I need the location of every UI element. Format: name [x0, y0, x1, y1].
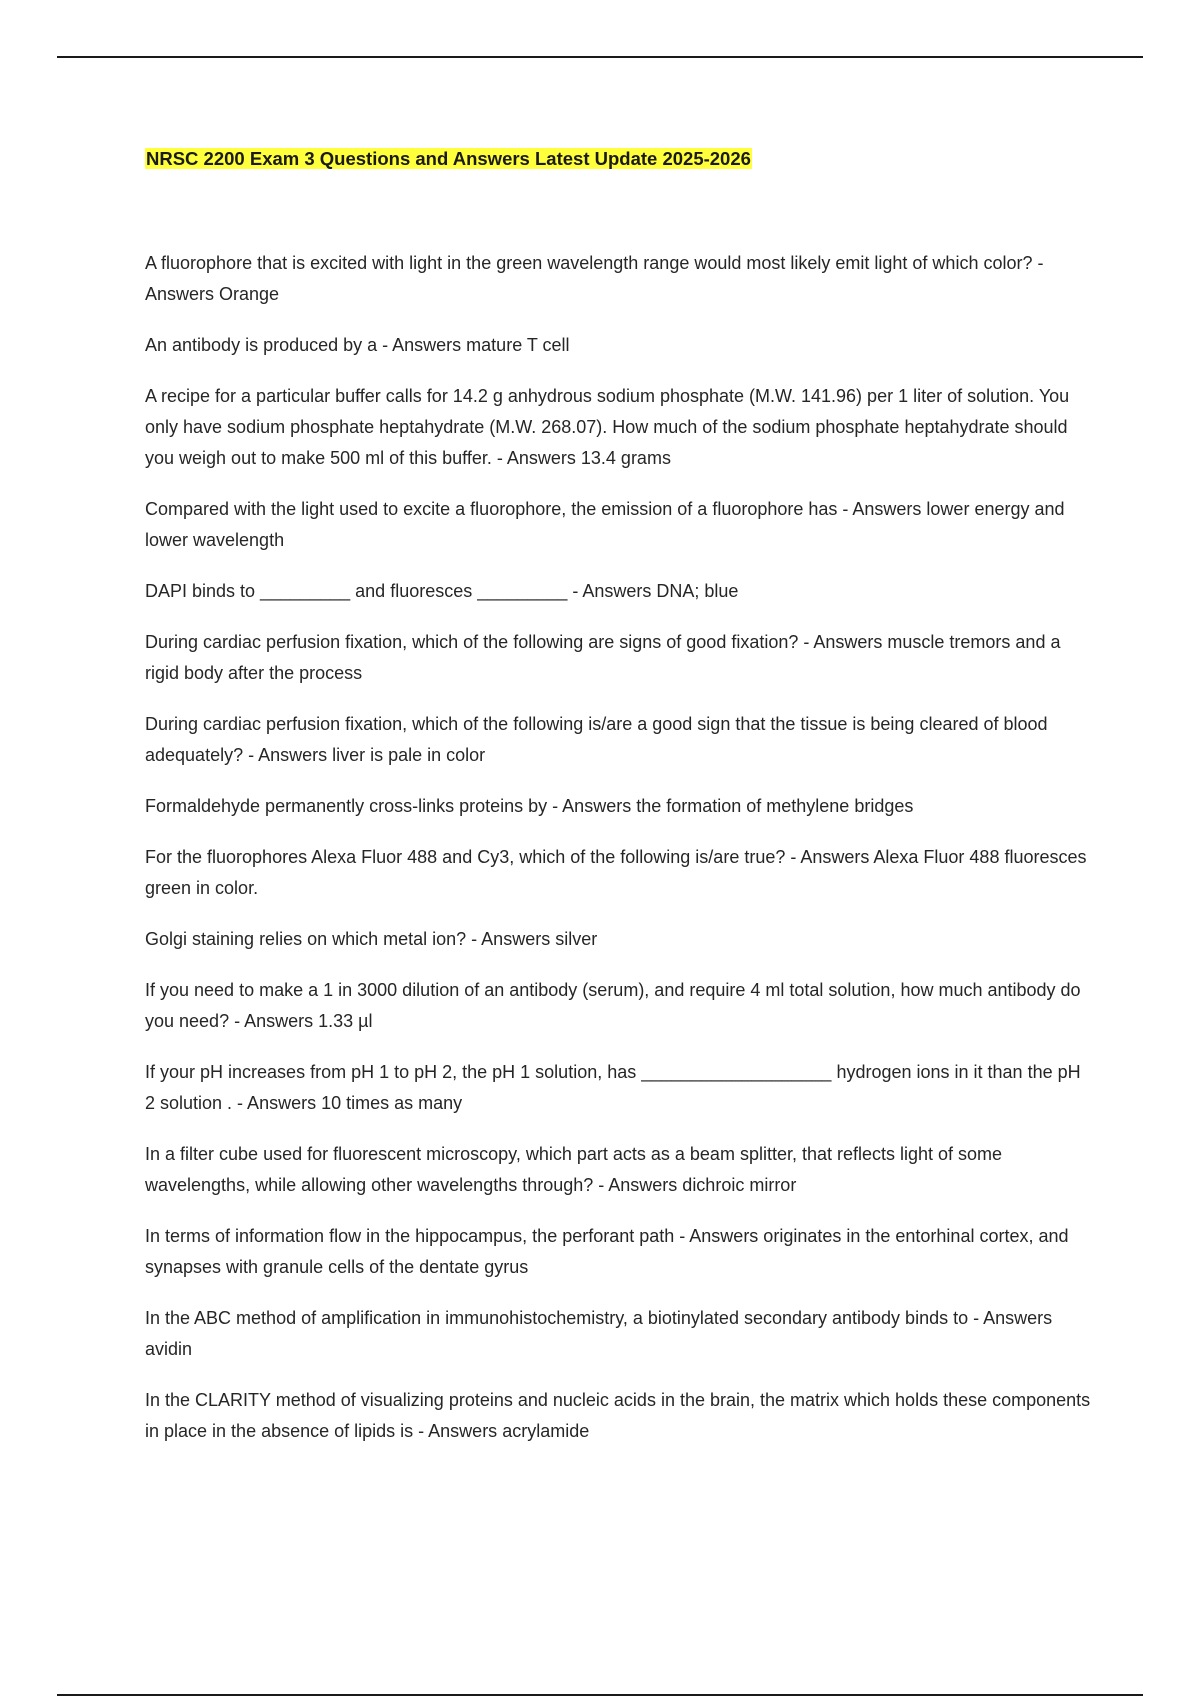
title-block	[145, 146, 752, 172]
qa-item: Golgi staining relies on which metal ion? - Answers silver	[145, 929, 598, 949]
qa-item: An antibody is produced by a - Answers mature T cell	[145, 335, 570, 355]
qa-item: In a filter cube used for fluorescent microscopy, which part acts as a beam splitter, that reflects light of some wavelengths, while allowing other wavelengths through? - Answers dichroic mirror	[145, 1144, 1003, 1195]
qa-item: Compared with the light used to excite a fluorophore, the emission of a fluorophore has - Answers lower energy and lower wavelength	[145, 499, 1065, 550]
qa-item: In the CLARITY method of visualizing proteins and nucleic acids in the brain, the matrix which holds these components in place in the absence of lipids is - Answers acrylamide	[145, 1390, 1091, 1441]
qa-item: During cardiac perfusion fixation, which of the following is/are a good sign that the tissue is being cleared of blood adequately? - Answers liver is pale in color	[145, 714, 1048, 765]
qa-item: If you need to make a 1 in 3000 dilution of an antibody (serum), and require 4 ml total solution, how much antibody do you need? - Answers 1.33 µl	[145, 980, 1081, 1031]
qa-item: A recipe for a particular buffer calls for 14.2 g anhydrous sodium phosphate (M.W. 141.96) per 1 liter of solution. You only have sodium phosphate heptahydrate (M.W. 268.07). How much of the sodium phosphate heptahydrate should you weigh out to make 500 ml of this buffer. - Answers 13.4 grams	[145, 386, 1070, 468]
document-title: NRSC 2200 Exam 3 Questions and Answers Latest Update 2025-2026	[146, 148, 751, 169]
qa-item: During cardiac perfusion fixation, which of the following are signs of good fixation? - Answers muscle tremors and a rigid body after the process	[145, 632, 1061, 683]
qa-item: In terms of information flow in the hippocampus, the perforant path - Answers originates in the entorhinal cortex, and synapses with granule cells of the dentate gyrus	[145, 1226, 1069, 1277]
qa-item: DAPI binds to _________ and fluoresces _________ - Answers DNA; blue	[145, 581, 739, 601]
qa-list	[145, 248, 1095, 1467]
header-rule	[57, 56, 1143, 58]
qa-item: For the fluorophores Alexa Fluor 488 and Cy3, which of the following is/are true? - Answers Alexa Fluor 488 fluoresces green in color.	[145, 847, 1087, 898]
qa-item: If your pH increases from pH 1 to pH 2, the pH 1 solution, has ___________________ hydrogen ions in it than the pH 2 solution . - Answers 10 times as many	[145, 1062, 1081, 1113]
qa-item: In the ABC method of amplification in immunohistochemistry, a biotinylated secondary antibody binds to - Answers avidin	[145, 1308, 1053, 1359]
footer-rule	[57, 1694, 1143, 1696]
qa-item: A fluorophore that is excited with light in the green wavelength range would most likely emit light of which color? - Answers Orange	[145, 253, 1044, 304]
qa-item: Formaldehyde permanently cross-links proteins by - Answers the formation of methylene bridges	[145, 796, 914, 816]
